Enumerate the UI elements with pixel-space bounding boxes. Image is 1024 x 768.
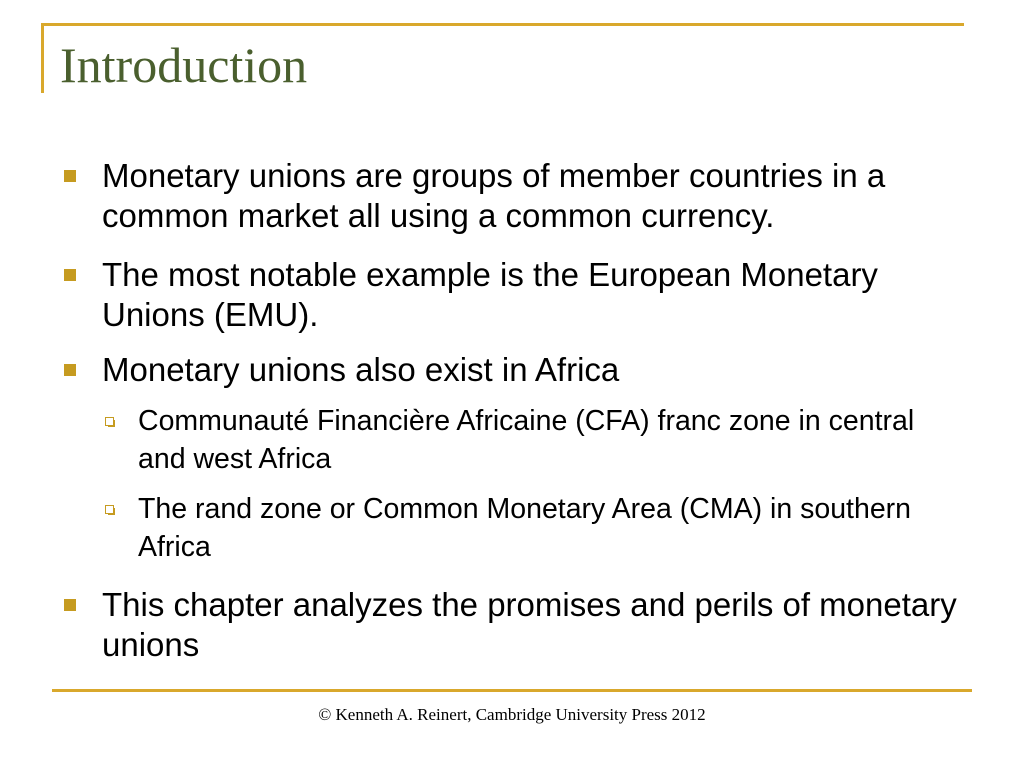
bullet-text: Monetary unions are groups of member countries in a common market all using a common currency. — [102, 157, 886, 234]
bullet-text: This chapter analyzes the promises and perils of monetary unions — [102, 586, 957, 663]
square-bullet-icon — [64, 170, 76, 182]
sub-bullet-text: Communauté Financière Africaine (CFA) franc zone in central and west Africa — [138, 405, 915, 475]
sub-bullet-item — [138, 402, 968, 478]
hollow-square-bullet-icon — [105, 505, 114, 514]
footer-divider — [52, 689, 972, 692]
bullet-item — [102, 585, 972, 665]
bullet-item — [102, 350, 972, 390]
square-bullet-icon — [64, 269, 76, 281]
footer-copyright: © Kenneth A. Reinert, Cambridge University Press 2012 — [318, 705, 706, 724]
slide-title: Introduction — [60, 37, 308, 93]
hollow-square-bullet-icon — [105, 417, 114, 426]
sub-bullet-item — [138, 490, 968, 566]
slide-frame-left — [41, 23, 44, 93]
bullet-text: The most notable example is the European Monetary Unions (EMU). — [102, 256, 878, 333]
bullet-item — [102, 255, 972, 335]
slide-frame-top — [41, 23, 964, 26]
bullet-text: Monetary unions also exist in Africa — [102, 351, 620, 388]
sub-bullet-text: The rand zone or Common Monetary Area (CMA) in southern Africa — [138, 493, 912, 563]
bullet-item — [102, 156, 972, 236]
square-bullet-icon — [64, 364, 76, 376]
square-bullet-icon — [64, 599, 76, 611]
